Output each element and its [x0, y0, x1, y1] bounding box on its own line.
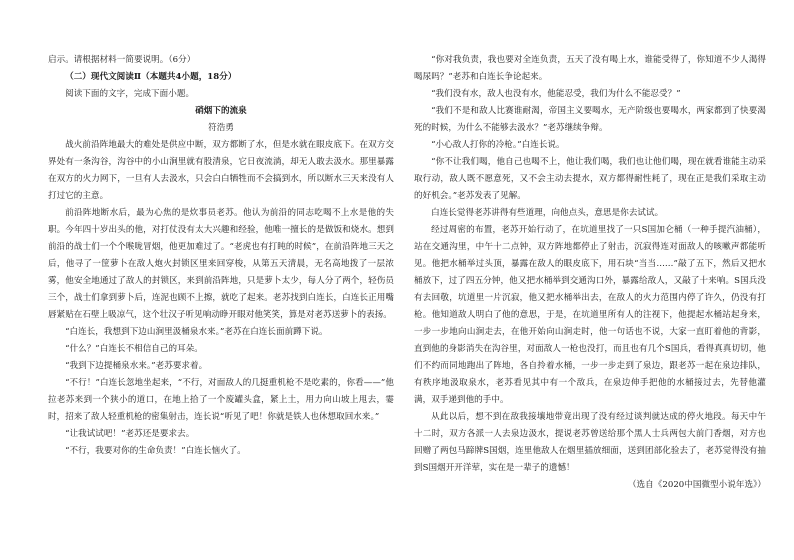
paragraph: “不行，我要对你的生命负责！”白连长恼火了。 — [65, 446, 246, 456]
paragraph: 白连长觉得老苏讲得有些道理，向他点头，意思是你去试试。 — [431, 208, 664, 218]
paragraph: “不行！”白连长忽地坐起来，“不行，对面敌人的几挺重机枪不是吃素的，你看——”他拉老苏来到一个狭小的道口，在地上拾了一个废罐头盒，紧上土，用力向山坡上甩去，霎时，招来了敌人轻重机枪的密集射击，连长说“听见了吧！你就是铁人也休想取回水来。” — [48, 378, 394, 422]
paragraph: “我到下边提桶泉水来。”老苏要求着。 — [65, 361, 208, 371]
paragraph: “白连长，我想到下边山涧里汲桶泉水来。”老苏在白连长面前蹲下说。 — [65, 327, 328, 337]
author-name: 符浩勇 — [208, 123, 234, 133]
paragraph: 从此以后，想不到在敌我接壤地带竟出现了没有经过谈判就达成的停火地段。每天中午十二时，双方各派一人去泉边汲水，提说老苏曾送给那个黑人士兵两包大前门香烟，对方也回赠了两包马蹄牌S国烟，连里他敌人在烟里插放细面，送到团部化验去了，老苏觉得没有抽到S国烟开开洋荤，实在是一辈子的遗憾！ — [414, 412, 766, 473]
paragraph: “我们没有水，敌人也没有水，他能忍受，我们为什么不能忍受？” — [431, 89, 681, 99]
question-tail: 启示。请根据材料一简要说明。（6分） — [48, 55, 196, 65]
instruction-text: 阅读下面的文字，完成下面小题。 — [65, 89, 195, 99]
source-citation: （选自《2020中国微型小说年选》） — [627, 480, 766, 490]
paragraph: “我们不是和敌人比赛谁耐渴，帝国主义要喝水，无产阶级也要喝水，两家都到了快要渴死的时候，为什么不能够去汲水？”老苏继续争辩。 — [414, 106, 766, 133]
left-column — [48, 52, 394, 460]
paragraph: 前沿阵地断水后，最为心焦的是炊事员老苏。他认为前沿的同志吃喝不上水是他的失职。今年四十岁出头的他，对打仗没有太大兴趣和经验，他唯一擅长的是做饭和烧水。想到前沿的战士们一个个喉咙冒烟，他更加难过了。“老虎也有打盹的时候”，在前沿阵地三天之后，他寻了一筐萝卜在敌人炮火封锁区里来回穿梭，从第五天清晨，无名高地拨了一层浓雾，他安全地通过了敌人的封锁区，来到前沿阵地，只是萝卜太少，每人分了两个，轻伤员三个，战士们拿到萝卜后，连泥也顾不上擦，就吃了起来。老苏找到白连长，白连长正用嘴唇紧贴在石壁上吸凉气，这个壮汉子听见响动睁开眼对他笑笑，算是对老苏送萝卜的表扬。 — [48, 208, 394, 320]
paragraph: “什么？”白连长不相信自己的耳朵。 — [65, 344, 203, 354]
paragraph: “你对我负责，我也要对全连负责，五天了没有喝上水，谁能受得了，你知道不少人渴得喝尿吗？”老苏和白连长争论起来。 — [414, 55, 766, 82]
paragraph: 战火前沿阵地最大的难处是供应中断，双方都断了水，但是水就在眼皮底下。在双方交界处有一条沟谷，沟谷中的小山涧里就有股清泉，它日夜流淌，却无人敢去汲水。那里暴露在双方的火力网下，一旦有人去汲水，只会白白牺牲而不会搞到水，所以断水三天来没有人打过它的主意。 — [48, 140, 394, 201]
paragraph: “你不让我们喝，他自己也喝不上，他让我们喝，我们也让他们喝，现在就看谁能主动采取行动，敌人既不愿意死，又不会主动去提水，双方都得耐性耗了，现在正是我们采取主动的好机会。”老苏发表了见解。 — [414, 157, 766, 201]
paragraph: “小心敌人打你的冷枪。”白连长说。 — [431, 140, 565, 150]
right-column — [414, 52, 766, 494]
paragraph: “让我试试吧！”老苏还是要求去。 — [65, 429, 195, 439]
paragraph: 经过周密的布置，老苏开始行动了，在坑道里找了一只S国加仑桶（一种手提汽油桶），站在交通沟里，中午十二点钟，双方阵地都停止了射击，沉寂得连对面敌人的咳嗽声都能听见。他把水桶举过头顶，暴露在敌人的眼皮底下，用石块“当当……”敲了五下，然后又把水桶放下，过了四五分钟，他又把水桶举到交通沟口外，暴露给敌人，又敲了十来响。S国兵没有去回敬，坑道里一片沉寂，他又把水桶举出去，在敌人的火力范围内停了许久，仍没有打枪。他知道敌人明白了他的意思，于是，在坑道里所有人的注视下，他提起水桶站起身来，一步一步地向山涧走去，在他开始向山涧走时，他一句话也不说，大家一直盯着他的背影，直到他的身影消失在沟谷里，对面敌人一枪也没打，而且也有几个S国兵，看得真真切切，他们不约而同地跑出了阵地，各自拎着水桶，一步一步走到了泉边，跟老苏一起在泉边排队，有秩序地汲取泉水，老苏看见其中有一个敌兵，在泉边伸手把他的水桶接过去，先替他灌满，双手递到他的手中。 — [414, 225, 766, 405]
section-heading: （二）现代文阅读Ⅱ（本题共4小题，18分） — [65, 72, 237, 82]
story-title: 硝烟下的流泉 — [195, 106, 247, 116]
